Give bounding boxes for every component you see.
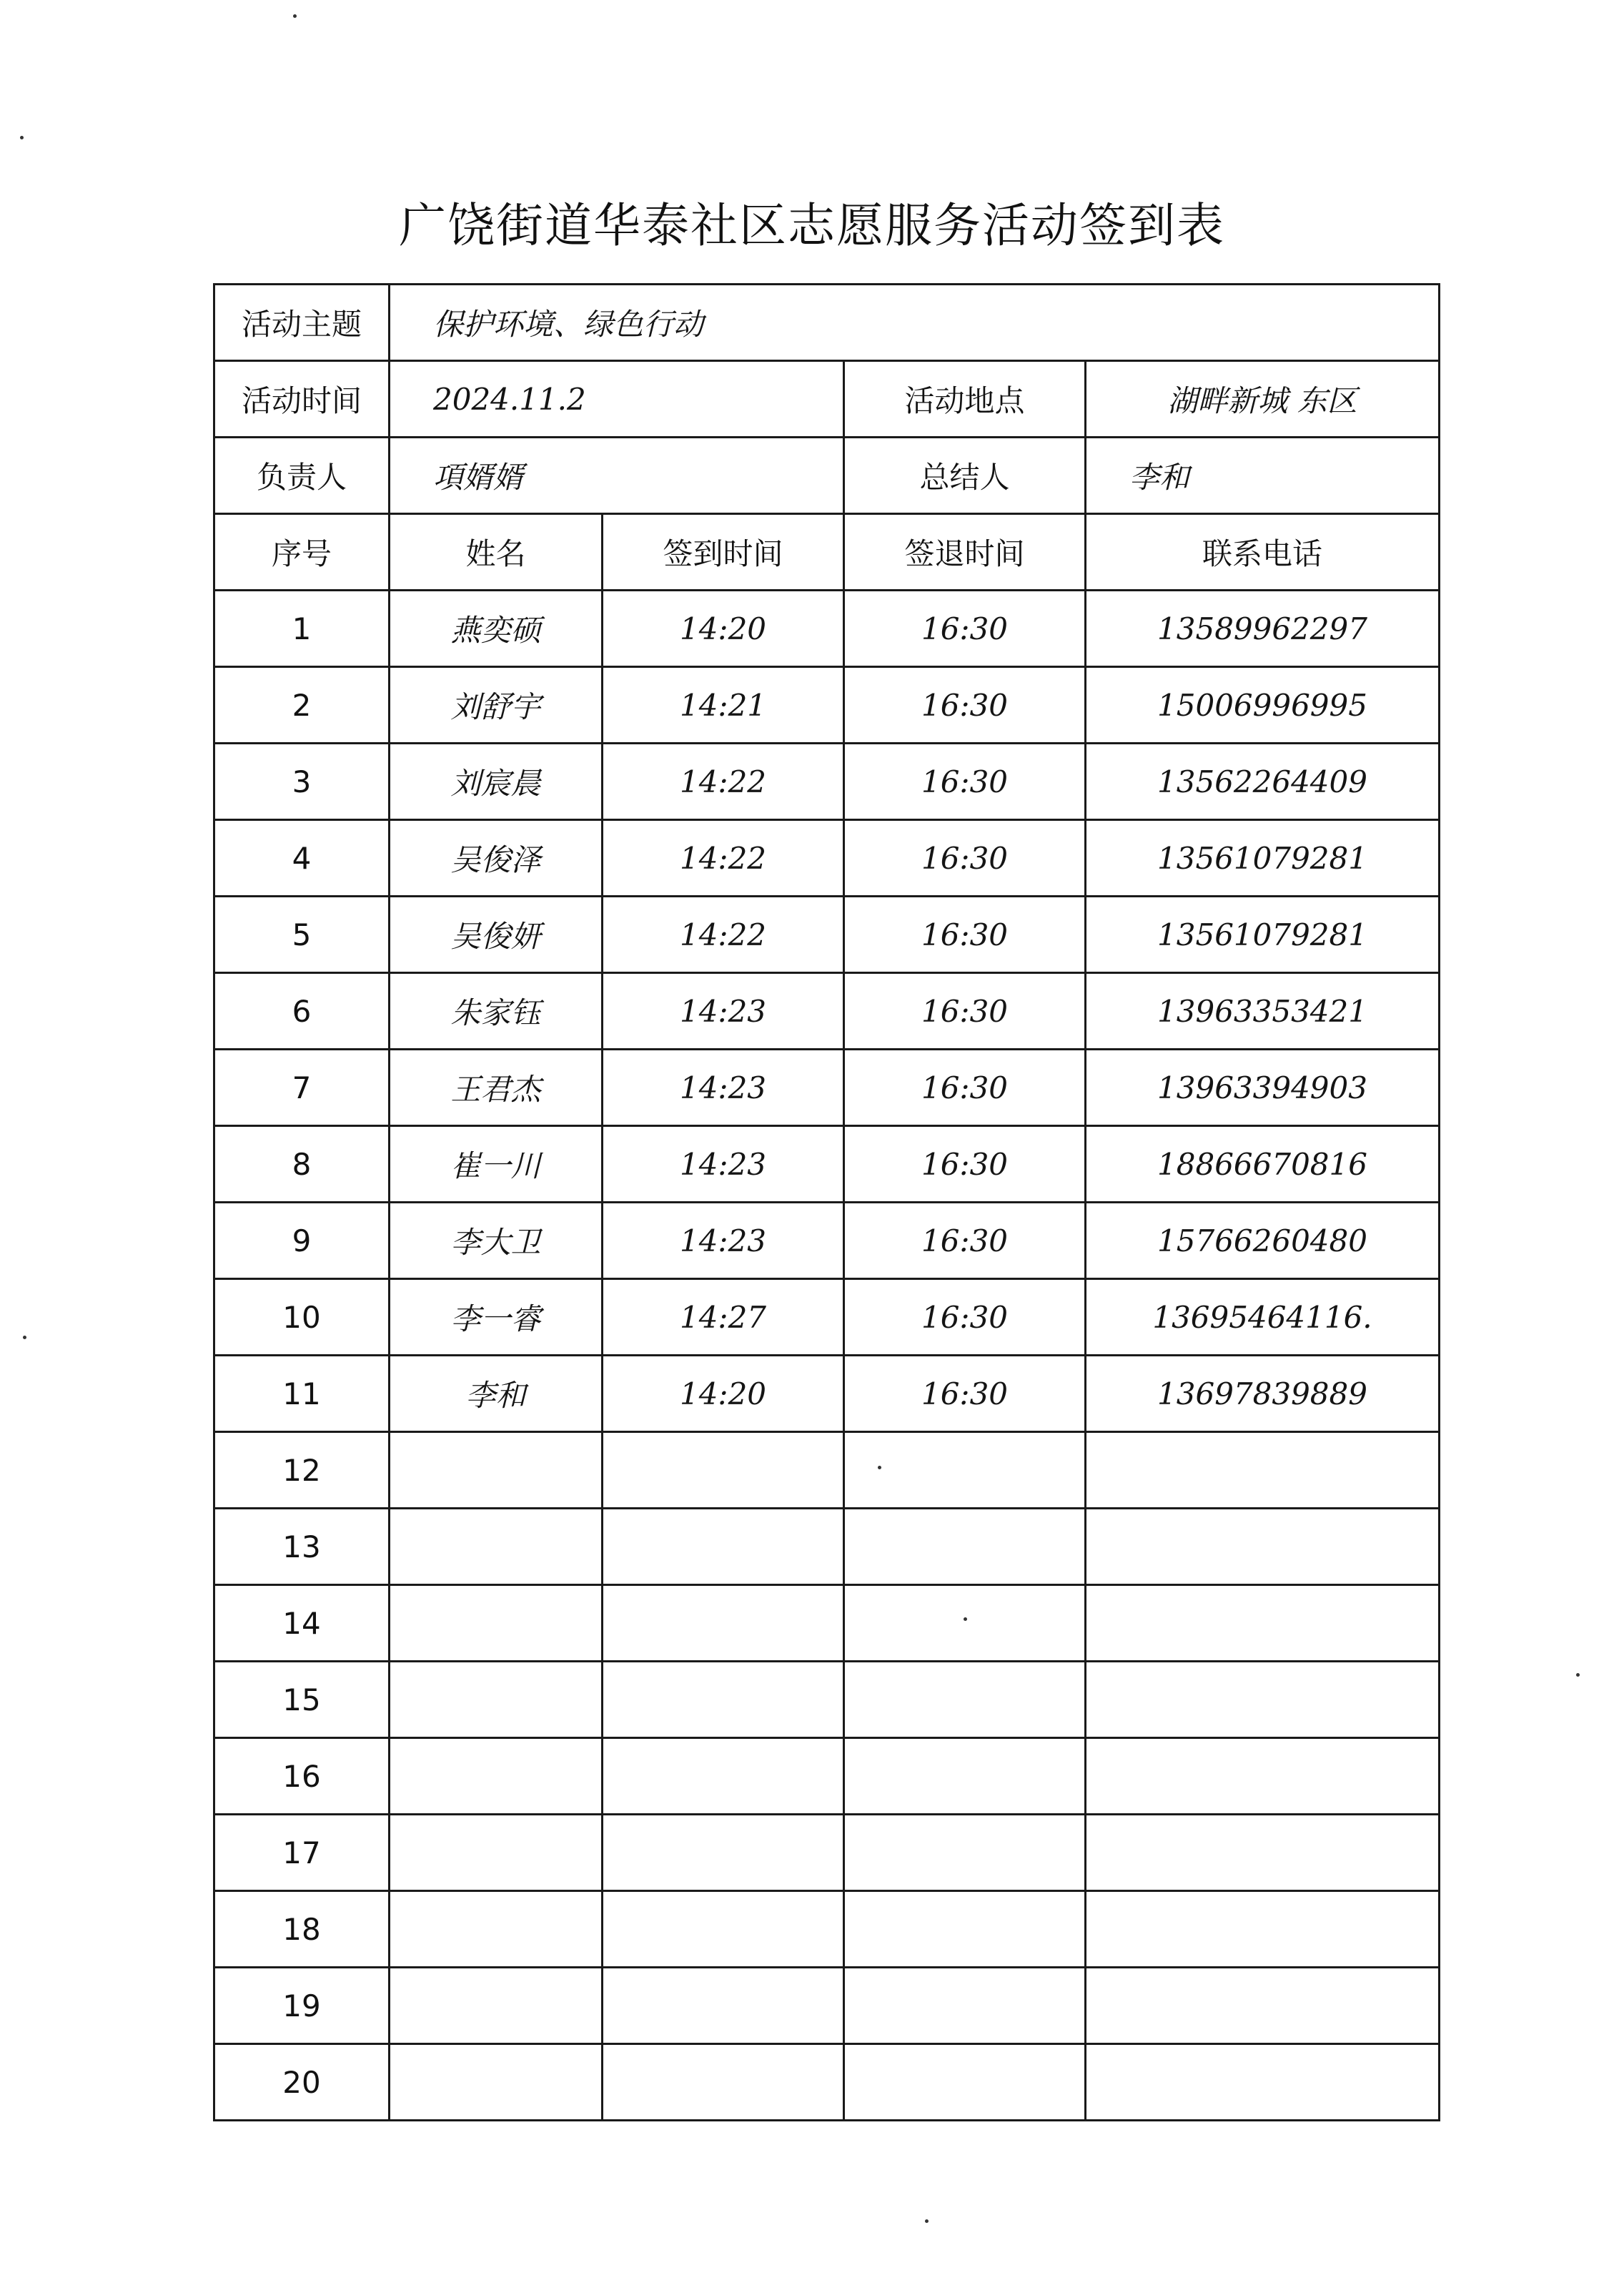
table-row bbox=[214, 1050, 1440, 1126]
phone-number bbox=[1086, 1585, 1440, 1662]
row-number: 6 bbox=[214, 973, 390, 1050]
row-number: 2 bbox=[214, 667, 390, 744]
sign-in-time: 14:22 bbox=[603, 744, 844, 820]
sign-in-time: 14:23 bbox=[603, 1126, 844, 1203]
row-number: 20 bbox=[214, 2044, 390, 2121]
phone-number bbox=[1086, 1738, 1440, 1815]
table-row bbox=[214, 897, 1440, 973]
table-row bbox=[214, 1662, 1440, 1738]
phone-number: 13695464116. bbox=[1086, 1279, 1440, 1356]
sign-out-time bbox=[844, 1432, 1086, 1509]
volunteer-name bbox=[390, 1509, 603, 1585]
sign-out-time bbox=[844, 1968, 1086, 2044]
sign-out-time bbox=[844, 1891, 1086, 1968]
time-place-row bbox=[214, 361, 1440, 438]
sign-out-time: 16:30 bbox=[844, 1203, 1086, 1279]
volunteer-name: 朱家钰 bbox=[390, 973, 603, 1050]
table-row bbox=[214, 1432, 1440, 1509]
volunteer-name: 吴俊泽 bbox=[390, 820, 603, 897]
volunteer-name: 李大卫 bbox=[390, 1203, 603, 1279]
table-row bbox=[214, 1126, 1440, 1203]
sign-in-time: 14:22 bbox=[603, 897, 844, 973]
column-header-row bbox=[214, 514, 1440, 591]
volunteer-name: 李和 bbox=[390, 1356, 603, 1432]
phone-number: 15766260480 bbox=[1086, 1203, 1440, 1279]
column-header-sign-in: 签到时间 bbox=[603, 514, 844, 591]
table-row bbox=[214, 1585, 1440, 1662]
leader-row bbox=[214, 438, 1440, 514]
theme-row bbox=[214, 285, 1440, 361]
phone-number: 13963353421 bbox=[1086, 973, 1440, 1050]
volunteer-name bbox=[390, 1738, 603, 1815]
table-row bbox=[214, 973, 1440, 1050]
volunteer-name bbox=[390, 2044, 603, 2121]
sign-out-time: 16:30 bbox=[844, 744, 1086, 820]
place-label: 活动地点 bbox=[844, 361, 1086, 438]
row-number: 15 bbox=[214, 1662, 390, 1738]
row-number: 19 bbox=[214, 1968, 390, 2044]
volunteer-name: 崔一川 bbox=[390, 1126, 603, 1203]
row-number: 8 bbox=[214, 1126, 390, 1203]
phone-number: 13589962297 bbox=[1086, 591, 1440, 667]
table-row bbox=[214, 1279, 1440, 1356]
scan-speck bbox=[878, 1466, 881, 1469]
column-header-sign-out: 签退时间 bbox=[844, 514, 1086, 591]
sign-in-time bbox=[603, 1432, 844, 1509]
phone-number bbox=[1086, 1815, 1440, 1891]
sign-out-time: 16:30 bbox=[844, 667, 1086, 744]
sign-in-time: 14:27 bbox=[603, 1279, 844, 1356]
table-row bbox=[214, 1815, 1440, 1891]
place-value: 湖畔新城 东区 bbox=[1086, 361, 1440, 438]
volunteer-name bbox=[390, 1585, 603, 1662]
sign-in-time: 14:22 bbox=[603, 820, 844, 897]
row-number: 11 bbox=[214, 1356, 390, 1432]
sign-out-time: 16:30 bbox=[844, 1279, 1086, 1356]
table-row bbox=[214, 1509, 1440, 1585]
scan-speck bbox=[964, 1617, 967, 1621]
volunteer-name: 刘宸晨 bbox=[390, 744, 603, 820]
summarizer-label: 总结人 bbox=[844, 438, 1086, 514]
phone-number: 13963394903 bbox=[1086, 1050, 1440, 1126]
sign-out-time: 16:30 bbox=[844, 820, 1086, 897]
phone-number: 13562264409 bbox=[1086, 744, 1440, 820]
leader-label: 负责人 bbox=[214, 438, 390, 514]
sign-in-time: 14:21 bbox=[603, 667, 844, 744]
volunteer-name: 燕奕硕 bbox=[390, 591, 603, 667]
sign-out-time bbox=[844, 1815, 1086, 1891]
theme-label: 活动主题 bbox=[214, 285, 390, 361]
sign-in-time: 14:20 bbox=[603, 1356, 844, 1432]
phone-number: 13561079281 bbox=[1086, 897, 1440, 973]
row-number: 5 bbox=[214, 897, 390, 973]
table-row bbox=[214, 820, 1440, 897]
row-number: 13 bbox=[214, 1509, 390, 1585]
row-number: 10 bbox=[214, 1279, 390, 1356]
sign-in-time bbox=[603, 2044, 844, 2121]
leader-value: 項婿婿 bbox=[390, 438, 844, 514]
row-number: 1 bbox=[214, 591, 390, 667]
table-row bbox=[214, 1203, 1440, 1279]
row-number: 12 bbox=[214, 1432, 390, 1509]
summarizer-value: 李和 bbox=[1086, 438, 1440, 514]
table-row bbox=[214, 744, 1440, 820]
sign-in-time bbox=[603, 1509, 844, 1585]
volunteer-name: 刘舒宇 bbox=[390, 667, 603, 744]
sign-out-time bbox=[844, 2044, 1086, 2121]
row-number: 4 bbox=[214, 820, 390, 897]
row-number: 14 bbox=[214, 1585, 390, 1662]
sign-in-time bbox=[603, 1968, 844, 2044]
volunteer-name bbox=[390, 1968, 603, 2044]
sign-out-time bbox=[844, 1738, 1086, 1815]
scan-speck bbox=[23, 1336, 26, 1339]
row-number: 9 bbox=[214, 1203, 390, 1279]
phone-number bbox=[1086, 2044, 1440, 2121]
sign-in-time bbox=[603, 1815, 844, 1891]
row-number: 3 bbox=[214, 744, 390, 820]
column-header-name: 姓名 bbox=[390, 514, 603, 591]
sign-in-time: 14:23 bbox=[603, 973, 844, 1050]
sign-in-time: 14:23 bbox=[603, 1050, 844, 1126]
volunteer-name bbox=[390, 1662, 603, 1738]
sign-in-time bbox=[603, 1585, 844, 1662]
phone-number: 13697839889 bbox=[1086, 1356, 1440, 1432]
scan-speck bbox=[20, 136, 24, 139]
sign-in-time bbox=[603, 1891, 844, 1968]
sign-out-time: 16:30 bbox=[844, 1050, 1086, 1126]
table-row bbox=[214, 1356, 1440, 1432]
sign-out-time: 16:30 bbox=[844, 973, 1086, 1050]
row-number: 18 bbox=[214, 1891, 390, 1968]
phone-number: 18866670816 bbox=[1086, 1126, 1440, 1203]
table-row bbox=[214, 1738, 1440, 1815]
sign-in-time: 14:20 bbox=[603, 591, 844, 667]
column-header-phone: 联系电话 bbox=[1086, 514, 1440, 591]
page-title: 广饶街道华泰社区志愿服务活动签到表 bbox=[399, 198, 1225, 253]
sign-out-time: 16:30 bbox=[844, 591, 1086, 667]
phone-number bbox=[1086, 1432, 1440, 1509]
sign-out-time: 16:30 bbox=[844, 897, 1086, 973]
scan-speck bbox=[293, 14, 297, 18]
volunteer-name: 李一睿 bbox=[390, 1279, 603, 1356]
phone-number: 15006996995 bbox=[1086, 667, 1440, 744]
column-header-no: 序号 bbox=[214, 514, 390, 591]
volunteer-name: 吴俊妍 bbox=[390, 897, 603, 973]
table-row bbox=[214, 1968, 1440, 2044]
sign-out-time bbox=[844, 1585, 1086, 1662]
sign-out-time: 16:30 bbox=[844, 1126, 1086, 1203]
sign-in-table bbox=[213, 283, 1440, 2121]
row-number: 17 bbox=[214, 1815, 390, 1891]
scan-speck bbox=[925, 2219, 929, 2223]
theme-value: 保护环境、绿色行动 bbox=[390, 285, 1440, 361]
phone-number bbox=[1086, 1509, 1440, 1585]
table-row bbox=[214, 591, 1440, 667]
phone-number: 13561079281 bbox=[1086, 820, 1440, 897]
sign-in-time bbox=[603, 1662, 844, 1738]
volunteer-name bbox=[390, 1815, 603, 1891]
phone-number bbox=[1086, 1662, 1440, 1738]
table-row bbox=[214, 1891, 1440, 1968]
phone-number bbox=[1086, 1968, 1440, 2044]
volunteer-name bbox=[390, 1432, 603, 1509]
sign-out-time bbox=[844, 1662, 1086, 1738]
table-row bbox=[214, 2044, 1440, 2121]
table-row bbox=[214, 667, 1440, 744]
sign-out-time: 16:30 bbox=[844, 1356, 1086, 1432]
sign-out-time bbox=[844, 1509, 1086, 1585]
scan-speck bbox=[1576, 1673, 1580, 1677]
phone-number bbox=[1086, 1891, 1440, 1968]
volunteer-name bbox=[390, 1891, 603, 1968]
row-number: 7 bbox=[214, 1050, 390, 1126]
time-label: 活动时间 bbox=[214, 361, 390, 438]
row-number: 16 bbox=[214, 1738, 390, 1815]
time-value: 2024.11.2 bbox=[390, 361, 844, 438]
volunteer-name: 王君杰 bbox=[390, 1050, 603, 1126]
sign-in-time bbox=[603, 1738, 844, 1815]
sign-in-time: 14:23 bbox=[603, 1203, 844, 1279]
